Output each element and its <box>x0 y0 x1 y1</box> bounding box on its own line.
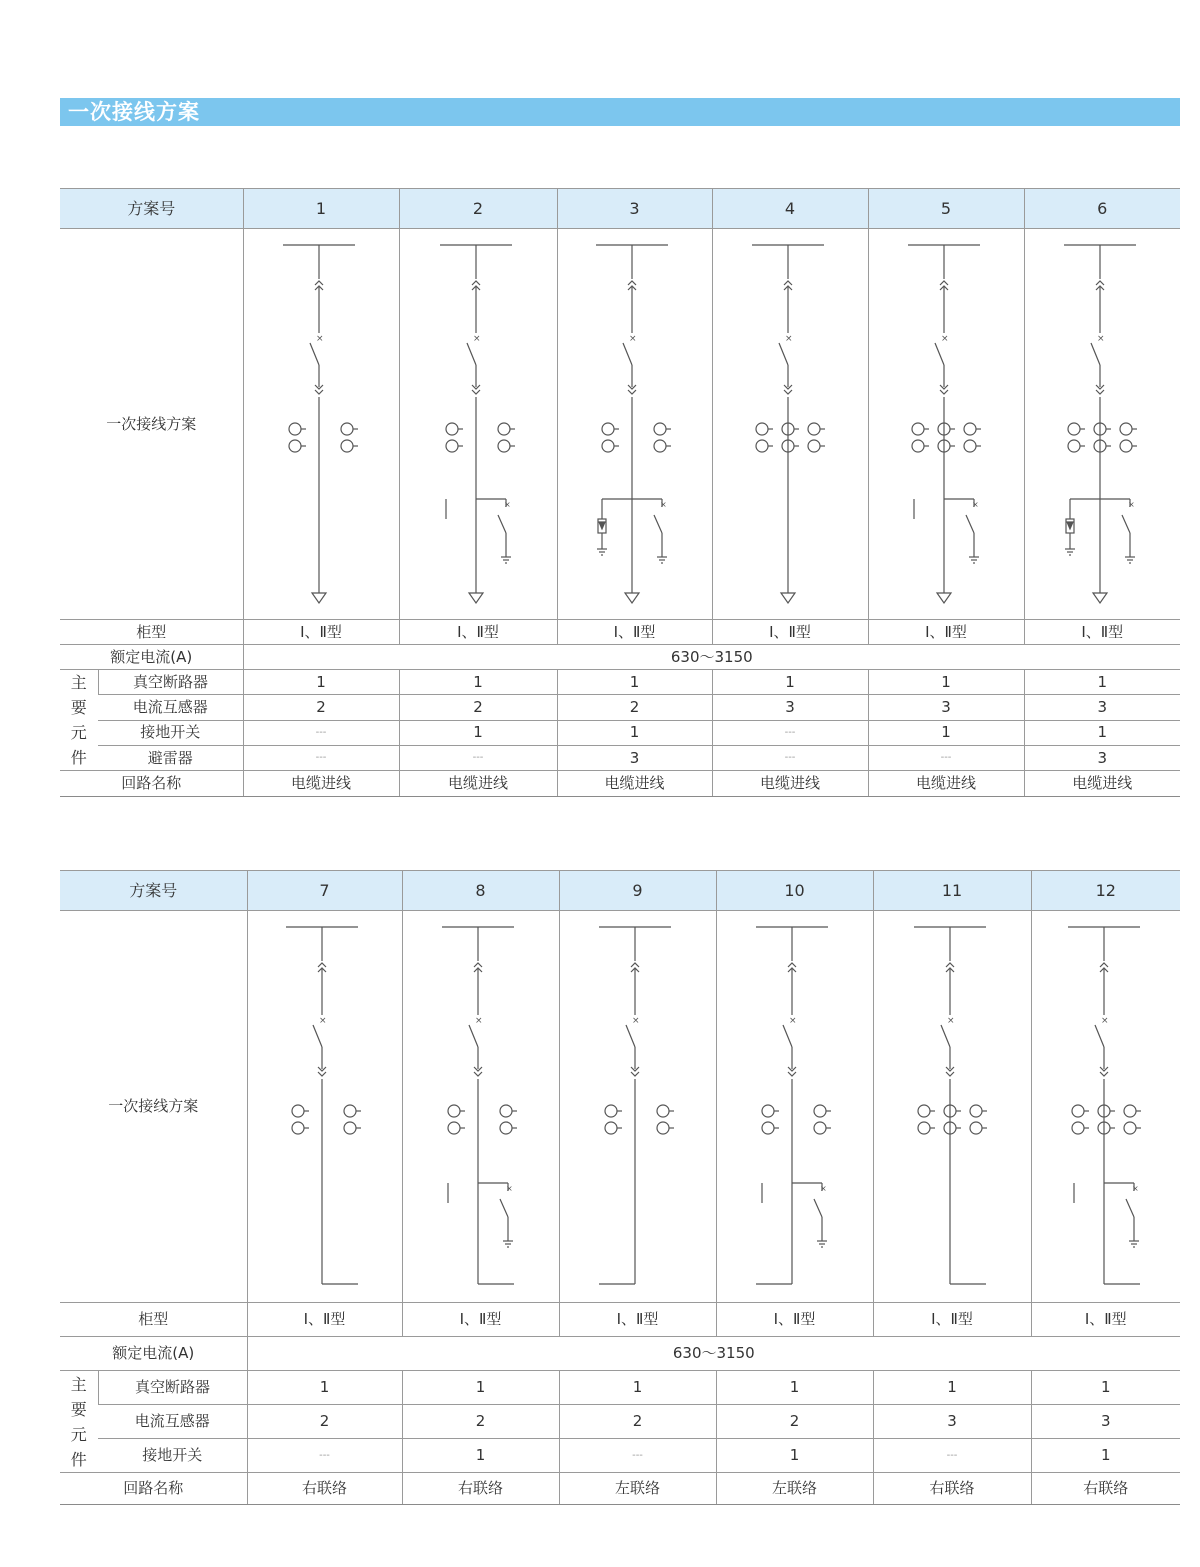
current-transformer-icon <box>605 1122 617 1134</box>
wiring-diagram-9 <box>559 911 716 1303</box>
breaker-x-mark: × <box>1100 1016 1109 1026</box>
scheme-number: 1 <box>243 189 399 229</box>
wiring-diagram-10 <box>716 911 873 1303</box>
isolating-plug-icon <box>1100 1072 1108 1076</box>
ct-row <box>60 1405 1180 1439</box>
main-components-char: 元 <box>70 1424 87 1444</box>
breaker-x-mark: × <box>788 1016 797 1026</box>
ct-label: 电流互感器 <box>98 695 243 720</box>
circuit-name-label: 回路名称 <box>60 771 243 797</box>
scheme-number: 9 <box>559 871 716 911</box>
ct-row <box>60 695 1180 720</box>
breaker-x-mark: × <box>318 1016 327 1026</box>
diagram-svg <box>244 229 400 619</box>
circuit-name-row <box>60 1473 1180 1505</box>
scheme-number: 8 <box>402 871 559 911</box>
cabinet-type: Ⅰ、Ⅱ型 <box>873 1303 1031 1337</box>
circuit-breaker-icon <box>469 1025 478 1047</box>
isolating-plug-icon <box>474 963 482 967</box>
diagram-svg <box>874 911 1032 1302</box>
cable-outlet-icon <box>1093 593 1107 603</box>
breaker-x-mark: × <box>474 1016 483 1026</box>
current-transformer-icon <box>500 1105 512 1117</box>
current-transformer-icon <box>964 440 976 452</box>
diagram-svg <box>713 229 869 619</box>
current-transformer-icon <box>292 1122 304 1134</box>
isolating-plug-icon <box>315 390 323 394</box>
page-title: 一次接线方案 <box>68 100 200 124</box>
earthing-switch-count: --- <box>873 1439 1031 1473</box>
earth-switch-blade <box>498 515 506 533</box>
current-transformer-icon <box>808 440 820 452</box>
cable-outlet-icon <box>625 593 639 603</box>
contact-x-mark: × <box>971 500 979 509</box>
ct-count: 3 <box>1031 1405 1180 1439</box>
vcb-count: 1 <box>243 670 399 695</box>
diagram-svg <box>869 229 1025 619</box>
isolating-plug-icon <box>784 281 792 285</box>
cabinet-type: Ⅰ、Ⅱ型 <box>399 620 557 645</box>
contact-x-mark: × <box>1131 1184 1139 1193</box>
main-components-text <box>71 1372 87 1472</box>
vcb-count: 1 <box>399 670 557 695</box>
isolating-plug-icon <box>318 1072 326 1076</box>
isolating-plug-icon <box>318 963 326 967</box>
main-components-char: 主 <box>70 1374 87 1394</box>
contact-x-mark: × <box>505 1184 513 1193</box>
cable-outlet-icon <box>937 593 951 603</box>
breaker-x-mark: × <box>472 334 481 344</box>
rated-current-row <box>60 645 1180 670</box>
circuit-breaker-icon <box>941 1025 950 1047</box>
scheme-number: 5 <box>868 189 1024 229</box>
current-transformer-icon <box>446 423 458 435</box>
wiring-scheme-table-1 <box>60 188 1180 797</box>
ct-count: 3 <box>1024 695 1180 720</box>
wiring-diagram-6 <box>1024 229 1180 620</box>
contact-x-mark: × <box>659 500 667 509</box>
current-transformer-icon <box>605 1105 617 1117</box>
vcb-count: 1 <box>1024 670 1180 695</box>
breaker-x-mark: × <box>628 334 637 344</box>
circuit-name: 左联络 <box>716 1473 873 1505</box>
current-transformer-icon <box>970 1122 982 1134</box>
contact-x-mark: × <box>503 500 511 509</box>
breaker-x-mark: × <box>784 334 793 344</box>
isolating-plug-icon <box>940 281 948 285</box>
circuit-name: 右联络 <box>402 1473 559 1505</box>
section-title-bar <box>60 98 1180 126</box>
breaker-x-mark: × <box>631 1016 640 1026</box>
current-transformer-icon <box>762 1105 774 1117</box>
cabinet-type: Ⅰ、Ⅱ型 <box>868 620 1024 645</box>
circuit-breaker-icon <box>467 343 476 365</box>
wiring-diagram-12 <box>1031 911 1180 1303</box>
current-transformer-icon <box>756 423 768 435</box>
contact-x-mark: × <box>1127 500 1135 509</box>
current-transformer-icon <box>602 440 614 452</box>
scheme-number: 3 <box>557 189 712 229</box>
contact-x-mark: × <box>819 1184 827 1193</box>
ct-count: 2 <box>557 695 712 720</box>
diagram-svg <box>560 911 717 1302</box>
rated-current-label: 额定电流(A) <box>60 1337 247 1371</box>
current-transformer-icon <box>448 1105 460 1117</box>
cable-outlet-icon <box>312 593 326 603</box>
scheme-number-row <box>60 189 1180 229</box>
main-components-label <box>60 670 98 771</box>
circuit-breaker-icon <box>935 343 944 365</box>
earth-switch-blade <box>500 1199 508 1217</box>
main-components-char: 要 <box>70 698 87 717</box>
diagram-svg <box>400 229 558 619</box>
circuit-breaker-icon <box>783 1025 792 1047</box>
current-transformer-icon <box>1124 1105 1136 1117</box>
circuit-breaker-icon <box>1095 1025 1104 1047</box>
isolating-plug-icon <box>474 1072 482 1076</box>
earth-switch-blade <box>654 515 662 533</box>
isolating-plug-icon <box>1100 963 1108 967</box>
breaker-x-mark: × <box>1096 334 1105 344</box>
arrester-count: --- <box>868 745 1024 770</box>
current-transformer-icon <box>912 423 924 435</box>
wiring-diagram-4 <box>712 229 868 620</box>
earth-switch-blade <box>1126 1199 1134 1217</box>
vcb-label: 真空断路器 <box>98 670 243 695</box>
current-transformer-icon <box>657 1122 669 1134</box>
circuit-name: 电缆进线 <box>712 771 868 797</box>
cabinet-type: Ⅰ、Ⅱ型 <box>1024 620 1180 645</box>
current-transformer-icon <box>602 423 614 435</box>
cabinet-type: Ⅰ、Ⅱ型 <box>402 1303 559 1337</box>
main-components-char: 主 <box>70 673 87 692</box>
earthing-switch-count: --- <box>247 1439 402 1473</box>
current-transformer-icon <box>289 423 301 435</box>
current-transformer-icon <box>341 440 353 452</box>
arrester-count: --- <box>243 745 399 770</box>
earthing-switch-count: 1 <box>868 720 1024 745</box>
earthing-switch-count: --- <box>712 720 868 745</box>
circuit-name: 电缆进线 <box>399 771 557 797</box>
earthing-switch-count: 1 <box>557 720 712 745</box>
current-transformer-icon <box>341 423 353 435</box>
circuit-name: 电缆进线 <box>1024 771 1180 797</box>
current-transformer-icon <box>448 1122 460 1134</box>
current-transformer-icon <box>446 440 458 452</box>
cabinet-type: Ⅰ、Ⅱ型 <box>559 1303 716 1337</box>
ct-count: 3 <box>868 695 1024 720</box>
current-transformer-icon <box>654 440 666 452</box>
wiring-diagram-row <box>60 229 1180 620</box>
arrester-count: --- <box>712 745 868 770</box>
isolating-plug-icon <box>628 390 636 394</box>
circuit-name-row <box>60 771 1180 797</box>
breaker-x-mark: × <box>315 334 324 344</box>
circuit-name: 电缆进线 <box>868 771 1024 797</box>
current-transformer-icon <box>1072 1105 1084 1117</box>
wiring-diagram-7 <box>247 911 402 1303</box>
ct-count: 2 <box>243 695 399 720</box>
scheme-number: 2 <box>399 189 557 229</box>
main-components-char: 要 <box>70 1399 87 1419</box>
earth-switch-blade <box>1122 515 1130 533</box>
ct-count: 2 <box>402 1405 559 1439</box>
cabinet-type: Ⅰ、Ⅱ型 <box>247 1303 402 1337</box>
cable-outlet-icon <box>781 593 795 603</box>
vcb-label: 真空断路器 <box>98 1371 247 1405</box>
vcb-count: 1 <box>716 1371 873 1405</box>
isolating-plug-icon <box>784 390 792 394</box>
isolating-plug-icon <box>631 1072 639 1076</box>
scheme-number: 11 <box>873 871 1031 911</box>
arrester-row <box>60 745 1180 770</box>
earthing-switch-count: 1 <box>716 1439 873 1473</box>
earthing-switch-count: 1 <box>1031 1439 1180 1473</box>
current-transformer-icon <box>500 1122 512 1134</box>
current-transformer-icon <box>1068 440 1080 452</box>
earthing-switch-row <box>60 1439 1180 1473</box>
scheme-number: 4 <box>712 189 868 229</box>
vcb-count: 1 <box>868 670 1024 695</box>
main-components-label <box>60 1371 98 1473</box>
current-transformer-icon <box>814 1105 826 1117</box>
wiring-diagram-11 <box>873 911 1031 1303</box>
current-transformer-icon <box>498 440 510 452</box>
surge-arrester-arrow <box>1067 522 1073 529</box>
circuit-breaker-icon <box>1091 343 1100 365</box>
earthing-switch-label: 接地开关 <box>98 720 243 745</box>
cabinet-type: Ⅰ、Ⅱ型 <box>557 620 712 645</box>
wiring-diagram-3 <box>557 229 712 620</box>
scheme-number-row <box>60 871 1180 911</box>
isolating-plug-icon <box>315 281 323 285</box>
cabinet-type-row <box>60 620 1180 645</box>
main-components-char: 件 <box>70 748 87 767</box>
diagram-svg <box>1032 911 1181 1302</box>
diagram-svg <box>717 911 874 1302</box>
isolating-plug-icon <box>628 281 636 285</box>
diagram-svg <box>248 911 403 1302</box>
current-transformer-icon <box>814 1122 826 1134</box>
surge-arrester-arrow <box>599 522 605 529</box>
current-transformer-icon <box>1120 423 1132 435</box>
ct-count: 2 <box>399 695 557 720</box>
circuit-breaker-icon <box>313 1025 322 1047</box>
current-transformer-icon <box>912 440 924 452</box>
isolating-plug-icon <box>946 1072 954 1076</box>
current-transformer-icon <box>808 423 820 435</box>
isolating-plug-icon <box>472 390 480 394</box>
ct-label: 电流互感器 <box>98 1405 247 1439</box>
scheme-number-label: 方案号 <box>60 189 243 229</box>
wiring-diagram-8 <box>402 911 559 1303</box>
cabinet-type: Ⅰ、Ⅱ型 <box>712 620 868 645</box>
earthing-switch-count: 1 <box>402 1439 559 1473</box>
vcb-row <box>60 1371 1180 1405</box>
vcb-count: 1 <box>402 1371 559 1405</box>
current-transformer-icon <box>289 440 301 452</box>
vcb-count: 1 <box>873 1371 1031 1405</box>
breaker-x-mark: × <box>946 1016 955 1026</box>
scheme-number: 7 <box>247 871 402 911</box>
current-transformer-icon <box>344 1122 356 1134</box>
ct-count: 2 <box>559 1405 716 1439</box>
circuit-name: 右联络 <box>873 1473 1031 1505</box>
current-transformer-icon <box>654 423 666 435</box>
cable-outlet-icon <box>469 593 483 603</box>
current-transformer-icon <box>1072 1122 1084 1134</box>
main-components-text <box>71 670 87 770</box>
current-transformer-icon <box>498 423 510 435</box>
current-transformer-icon <box>1124 1122 1136 1134</box>
main-components-char: 元 <box>70 723 87 742</box>
earthing-switch-count: --- <box>559 1439 716 1473</box>
scheme-number: 10 <box>716 871 873 911</box>
current-transformer-icon <box>1120 440 1132 452</box>
current-transformer-icon <box>1068 423 1080 435</box>
vcb-count: 1 <box>559 1371 716 1405</box>
scheme-number: 6 <box>1024 189 1180 229</box>
earthing-switch-count: 1 <box>399 720 557 745</box>
circuit-name: 右联络 <box>1031 1473 1180 1505</box>
scheme-number-label: 方案号 <box>60 871 247 911</box>
main-components-char: 件 <box>70 1449 87 1469</box>
ct-count: 2 <box>716 1405 873 1439</box>
circuit-breaker-icon <box>623 343 632 365</box>
isolating-plug-icon <box>1096 390 1104 394</box>
cabinet-type: Ⅰ、Ⅱ型 <box>716 1303 873 1337</box>
circuit-breaker-icon <box>310 343 319 365</box>
current-transformer-icon <box>292 1105 304 1117</box>
earthing-switch-count: --- <box>243 720 399 745</box>
rated-current-row <box>60 1337 1180 1371</box>
diagram-svg <box>558 229 713 619</box>
wiring-scheme-table-2 <box>60 870 1180 1505</box>
isolating-plug-icon <box>1096 281 1104 285</box>
circuit-name: 右联络 <box>247 1473 402 1505</box>
scheme-number: 12 <box>1031 871 1180 911</box>
earthing-switch-label: 接地开关 <box>98 1439 247 1473</box>
arrester-count: --- <box>399 745 557 770</box>
wiring-diagram-row <box>60 911 1180 1303</box>
circuit-breaker-icon <box>626 1025 635 1047</box>
rated-current-value: 630～3150 <box>243 645 1180 670</box>
isolating-plug-icon <box>788 1072 796 1076</box>
current-transformer-icon <box>756 440 768 452</box>
arrester-label: 避雷器 <box>98 745 243 770</box>
current-transformer-icon <box>970 1105 982 1117</box>
cabinet-type-label: 柜型 <box>60 1303 247 1337</box>
isolating-plug-icon <box>940 390 948 394</box>
wiring-label: 一次接线方案 <box>60 229 243 620</box>
vcb-count: 1 <box>247 1371 402 1405</box>
current-transformer-icon <box>918 1122 930 1134</box>
vcb-count: 1 <box>712 670 868 695</box>
earth-switch-blade <box>814 1199 822 1217</box>
rated-current-label: 额定电流(A) <box>60 645 243 670</box>
isolating-plug-icon <box>788 963 796 967</box>
isolating-plug-icon <box>631 963 639 967</box>
circuit-name: 电缆进线 <box>557 771 712 797</box>
vcb-count: 1 <box>1031 1371 1180 1405</box>
earthing-switch-count: 1 <box>1024 720 1180 745</box>
earthing-switch-row <box>60 720 1180 745</box>
wiring-label: 一次接线方案 <box>60 911 247 1303</box>
current-transformer-icon <box>918 1105 930 1117</box>
circuit-breaker-icon <box>779 343 788 365</box>
cabinet-type-row <box>60 1303 1180 1337</box>
cabinet-type: Ⅰ、Ⅱ型 <box>1031 1303 1180 1337</box>
diagram-svg <box>1025 229 1181 619</box>
rated-current-value: 630～3150 <box>247 1337 1180 1371</box>
arrester-count: 3 <box>1024 745 1180 770</box>
vcb-row <box>60 670 1180 695</box>
wiring-diagram-1 <box>243 229 399 620</box>
isolating-plug-icon <box>946 963 954 967</box>
current-transformer-icon <box>964 423 976 435</box>
breaker-x-mark: × <box>940 334 949 344</box>
current-transformer-icon <box>657 1105 669 1117</box>
ct-count: 3 <box>712 695 868 720</box>
earth-switch-blade <box>966 515 974 533</box>
vcb-count: 1 <box>557 670 712 695</box>
cabinet-type-label: 柜型 <box>60 620 243 645</box>
diagram-svg <box>403 911 560 1302</box>
current-transformer-icon <box>762 1122 774 1134</box>
wiring-diagram-2 <box>399 229 557 620</box>
current-transformer-icon <box>344 1105 356 1117</box>
isolating-plug-icon <box>472 281 480 285</box>
ct-count: 2 <box>247 1405 402 1439</box>
wiring-diagram-5 <box>868 229 1024 620</box>
arrester-count: 3 <box>557 745 712 770</box>
circuit-name: 电缆进线 <box>243 771 399 797</box>
circuit-name-label: 回路名称 <box>60 1473 247 1505</box>
cabinet-type: Ⅰ、Ⅱ型 <box>243 620 399 645</box>
circuit-name: 左联络 <box>559 1473 716 1505</box>
ct-count: 3 <box>873 1405 1031 1439</box>
